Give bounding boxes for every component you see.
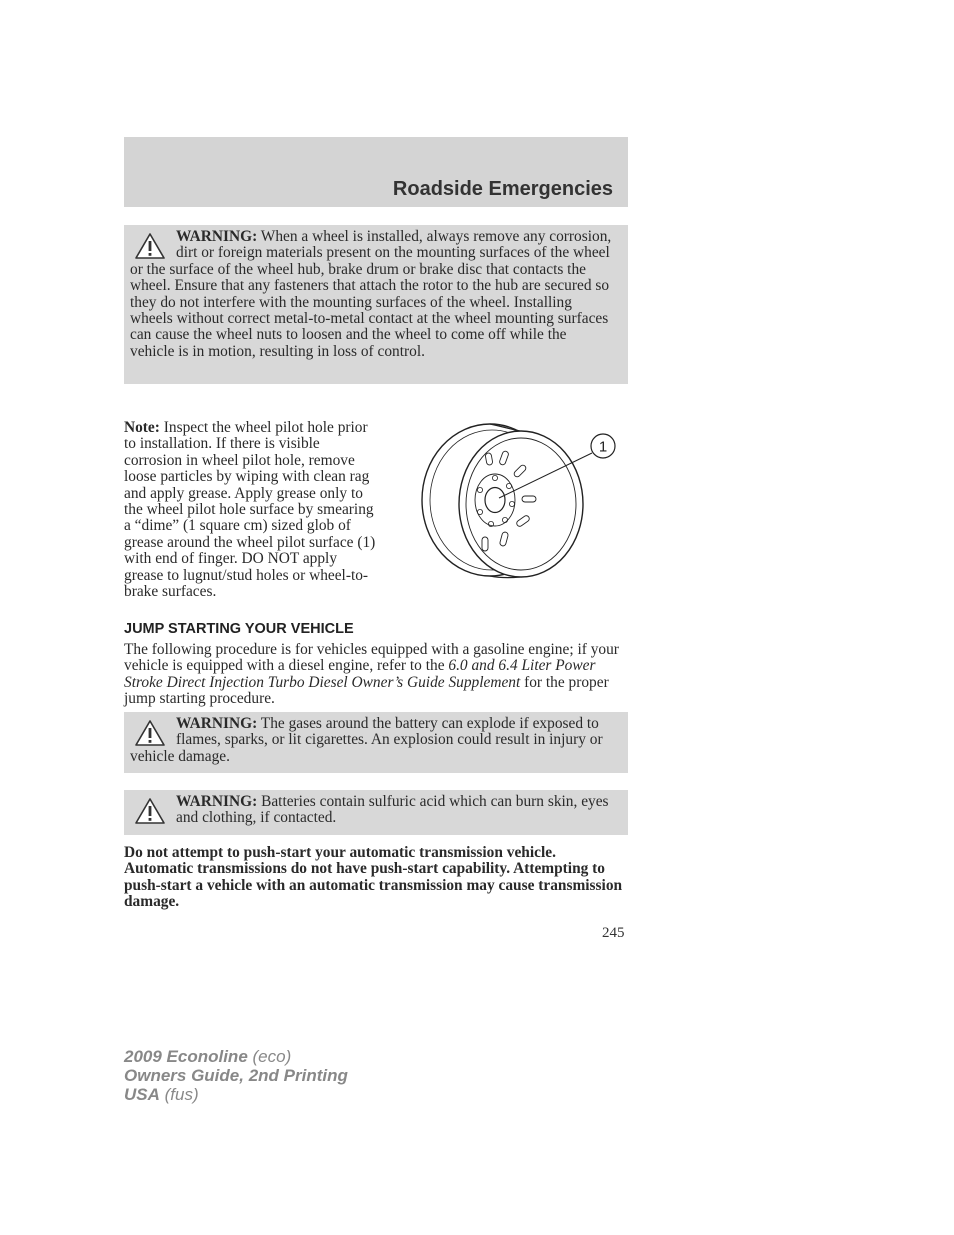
footer-region: USA bbox=[124, 1085, 160, 1104]
jump-text-italic: 6.0 and 6.4 Liter Power Stroke Direct Injection Turbo Diesel Owner’s Guide Supplement bbox=[124, 657, 596, 691]
footer-guide: Owners Guide, 2nd Printing bbox=[124, 1066, 348, 1085]
warning-label: WARNING: bbox=[176, 228, 258, 245]
footer-region-code: (fus) bbox=[159, 1085, 199, 1104]
callout-number: 1 bbox=[598, 438, 608, 456]
wheel-face-outer bbox=[459, 431, 583, 577]
wheel-illustration bbox=[415, 420, 625, 585]
note-text: Inspect the wheel pilot hole prior to installation. If there is visible corrosion in wheel pilot hole, remove loose particles by wiping with clean rag and apply grease. Apply grease only to the wheel pilot hole surface by smearing a “dime” (1 square cm) sized glob of grease around the wheel pilot surface (1) with end of finger. DO NOT apply grease to lugnut/stud holes or wheel-to-brake surfaces. bbox=[124, 419, 376, 601]
warning-box-acid bbox=[124, 790, 628, 835]
jump-start-heading: JUMP STARTING YOUR VEHICLE bbox=[124, 621, 354, 637]
note-label: Note: bbox=[124, 419, 160, 436]
jump-text-start: The following procedure is for vehicles equipped with a gasoline engine; if your vehicle is equipped with a diesel engine, refer to the bbox=[124, 641, 619, 675]
warning-triangle-icon bbox=[134, 232, 166, 260]
wheel-pilot-hole bbox=[485, 488, 505, 513]
warning-box-gases bbox=[124, 712, 628, 773]
section-title: Roadside Emergencies bbox=[392, 178, 613, 200]
warning-triangle-icon bbox=[134, 719, 166, 747]
footer-model: 2009 Econoline bbox=[124, 1047, 248, 1066]
warning-triangle-icon bbox=[134, 797, 166, 825]
page-number: 245 bbox=[602, 925, 625, 941]
warning-text: When a wheel is installed, always remove any corrosion, dirt or foreign materials present on the mounting surfaces of the wheel or the surface of the wheel hub, brake drum or brake disc that contacts the wheel. Ensure that any fasteners that attach the rotor to the hub are secured so they do not interfere with the mounting surfaces of the wheel. Installing wheels without correct metal-to-metal contact at the wheel mounting surfaces can cause the wheel nuts to loosen and the wheel to come off while the vehicle is in motion, resulting in loss of control. bbox=[130, 228, 612, 360]
document-footer bbox=[124, 1047, 348, 1104]
warning-box-wheel bbox=[124, 225, 628, 384]
footer-model-code: (eco) bbox=[247, 1047, 292, 1066]
warning-label: WARNING: bbox=[176, 793, 258, 810]
jump-text-end: for the proper jump starting procedure. bbox=[124, 673, 609, 708]
warning-text: The gases around the battery can explode if exposed to flames, sparks, or lit cigarettes. An explosion could result in injury or vehicle damage. bbox=[130, 715, 603, 765]
push-start-warning: Do not attempt to push-start your automatic transmission vehicle. Automatic transmissions do not have push-start capability. Attempting to push-start a vehicle with an automatic transmission may cause transmission damage. bbox=[124, 844, 623, 911]
warning-text: Batteries contain sulfuric acid which can burn skin, eyes and clothing, if contacted. bbox=[176, 793, 609, 827]
section-header bbox=[124, 137, 628, 207]
warning-label: WARNING: bbox=[176, 715, 258, 732]
note-paragraph bbox=[124, 420, 376, 600]
jump-start-paragraph bbox=[124, 642, 628, 708]
